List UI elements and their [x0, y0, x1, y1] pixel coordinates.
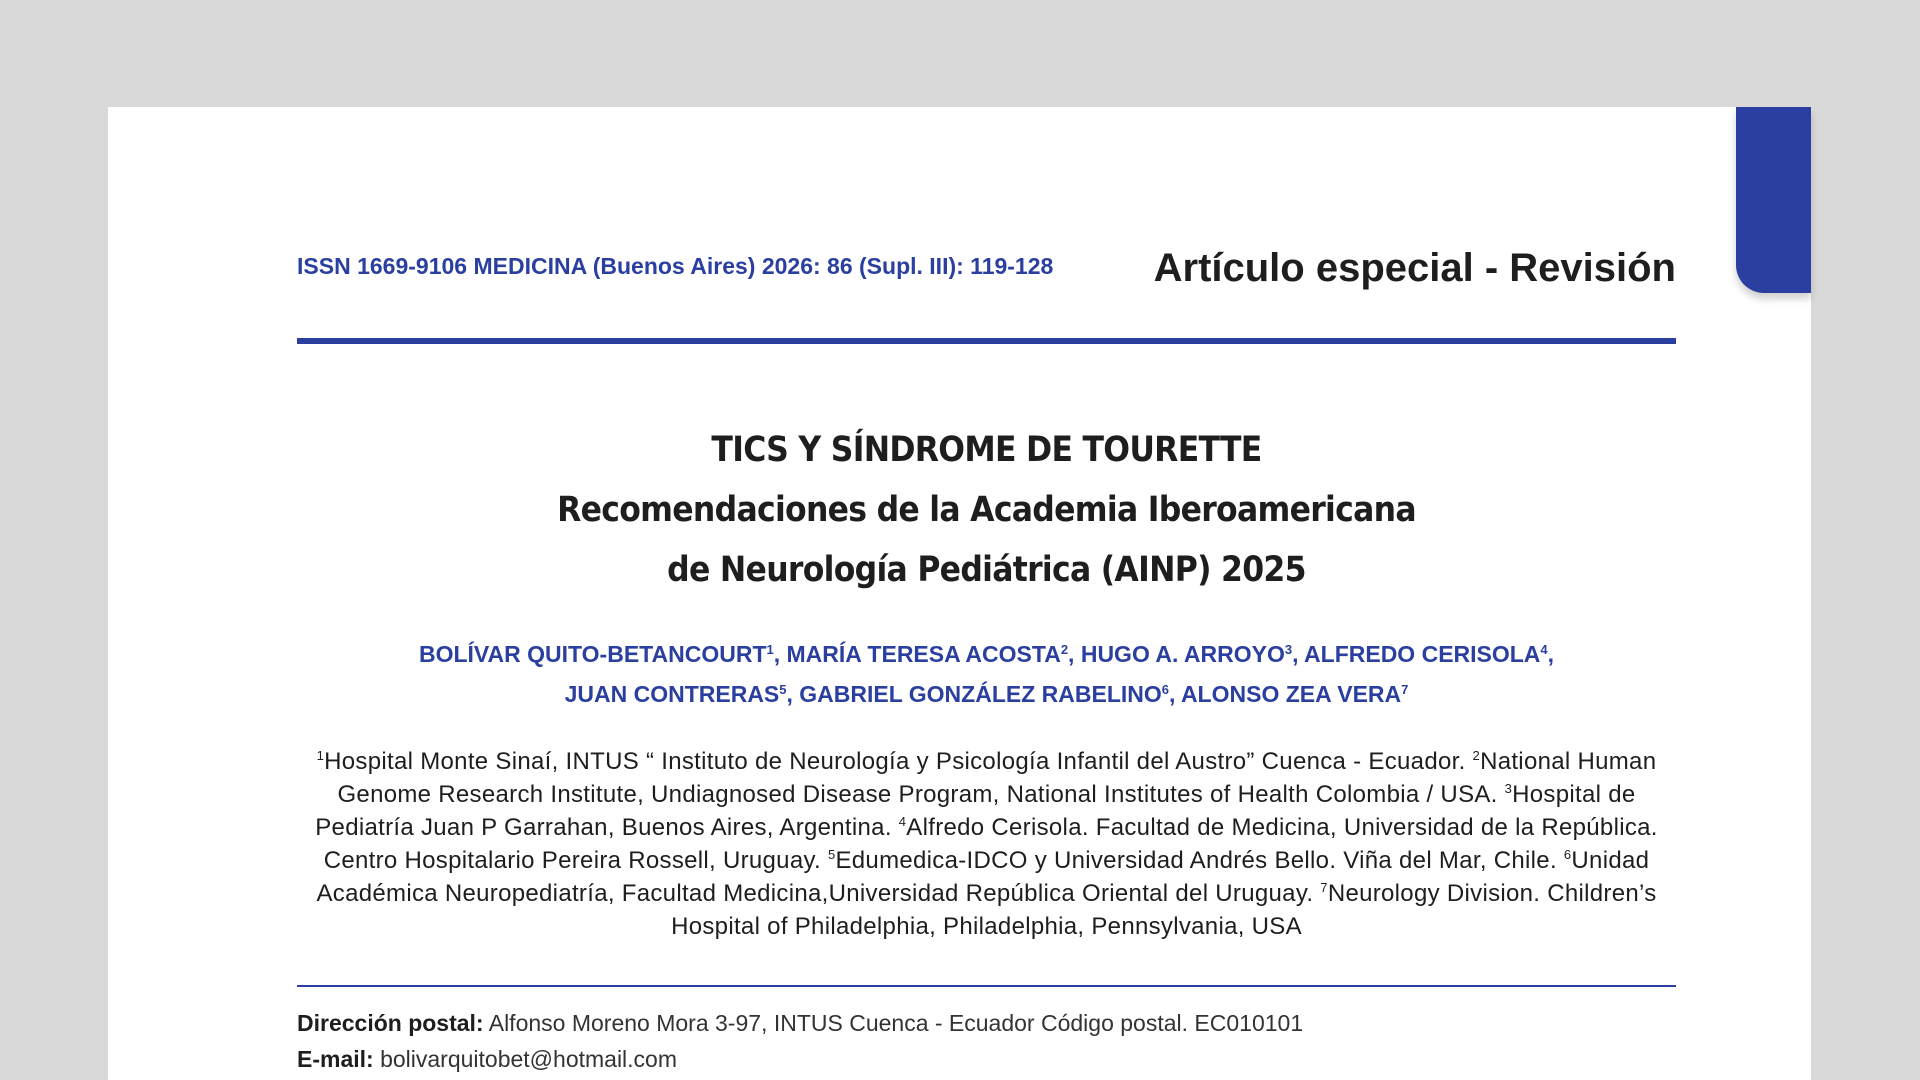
affiliation-text: Unidad Académica Neuropediatría, Facultad Medicina,Universidad República Oriental del Uruguay.: [316, 847, 1650, 907]
author-name: ALONSO ZEA VERA: [1180, 681, 1402, 707]
corner-tab-decoration: [1736, 107, 1811, 293]
affiliation-text: Hospital de Pediatría Juan P Garrahan, Buenos Aires, Argentina.: [315, 781, 1636, 841]
affiliation-text: Alfredo Cerisola. Facultad de Medicina, Universidad de la República. Centro Hospitalario Pereira Rossell, Uruguay.: [323, 814, 1658, 874]
author-name: HUGO A. ARROYO: [1080, 641, 1285, 667]
postal-address-value: Alfonso Moreno Mora 3-97, INTUS Cuenca - Ecuador Código postal. EC010101: [483, 1010, 1304, 1036]
author-name: GABRIEL GONZÁLEZ RABELINO: [799, 681, 1162, 707]
author-separator: ,: [1292, 641, 1305, 667]
header-rule: [297, 338, 1676, 344]
article-type-heading: Artículo especial - Revisión: [1153, 246, 1676, 290]
contact-info: [297, 1005, 1303, 1077]
affiliation-rule: [297, 985, 1676, 987]
title-line-3: de Neurología Pediátrica (AINP) 2025: [667, 550, 1306, 590]
affiliation-mark: 4: [898, 814, 907, 829]
title-line-2: Recomendaciones de la Academia Iberoamericana: [557, 490, 1416, 530]
affiliation-text: Hospital Monte Sinaí, INTUS “ Instituto de Neurología y Psicología Infantil del Austro” Cuenca - Ecuador.: [324, 748, 1473, 775]
email-line: [297, 1041, 1303, 1077]
author-separator: ,: [773, 641, 787, 667]
author-mark: 6: [1161, 682, 1169, 697]
affiliation-mark: 6: [1563, 847, 1572, 862]
author-mark: 1: [766, 642, 774, 657]
author-mark: 7: [1401, 682, 1409, 697]
affiliation-text: Neurology Division. Children’s Hospital of Philadelphia, Philadelphia, Pennsylvania, USA: [671, 880, 1657, 940]
affiliation-text: Edumedica-IDCO y Universidad Andrés Bello. Viña del Mar, Chile.: [835, 847, 1564, 874]
affiliation-mark: 1: [316, 748, 325, 763]
affiliations: [297, 745, 1676, 943]
postal-address-line: [297, 1005, 1303, 1041]
author-separator: ,: [1169, 681, 1181, 707]
affiliation-mark: 2: [1472, 748, 1481, 763]
email-label: E-mail:: [297, 1046, 374, 1072]
author-mark: 4: [1540, 642, 1548, 657]
author-mark: 5: [779, 682, 787, 697]
author-separator: ,: [1547, 641, 1555, 667]
author-list: [297, 634, 1676, 714]
author-line-1: [297, 634, 1676, 674]
author-name: JUAN CONTRERAS: [564, 681, 780, 707]
author-name: MARÍA TERESA ACOSTA: [786, 641, 1061, 667]
author-name: ALFREDO CERISOLA: [1304, 641, 1541, 667]
article-title: [297, 420, 1676, 600]
postal-address-label: Dirección postal:: [297, 1010, 484, 1036]
affiliation-mark: 3: [1504, 781, 1513, 796]
author-mark: 3: [1284, 642, 1293, 657]
affiliation-mark: 5: [827, 847, 836, 862]
author-separator: ,: [786, 681, 800, 707]
affiliation-text: National Human Genome Research Institute, Undiagnosed Disease Program, National Institutes of Health Colombia / USA.: [337, 748, 1657, 808]
author-separator: ,: [1068, 641, 1081, 667]
email-value[interactable]: bolivarquitobet@hotmail.com: [373, 1046, 678, 1072]
title-line-1: TICS Y SÍNDROME DE TOURETTE: [711, 430, 1262, 470]
author-mark: 2: [1060, 642, 1069, 657]
author-name: BOLÍVAR QUITO-BETANCOURT: [418, 641, 767, 667]
journal-issn-line: ISSN 1669-9106 MEDICINA (Buenos Aires) 2026: 86 (Supl. III): 119-128: [297, 253, 1054, 279]
author-line-2: [297, 674, 1676, 714]
affiliation-mark: 7: [1320, 880, 1328, 895]
